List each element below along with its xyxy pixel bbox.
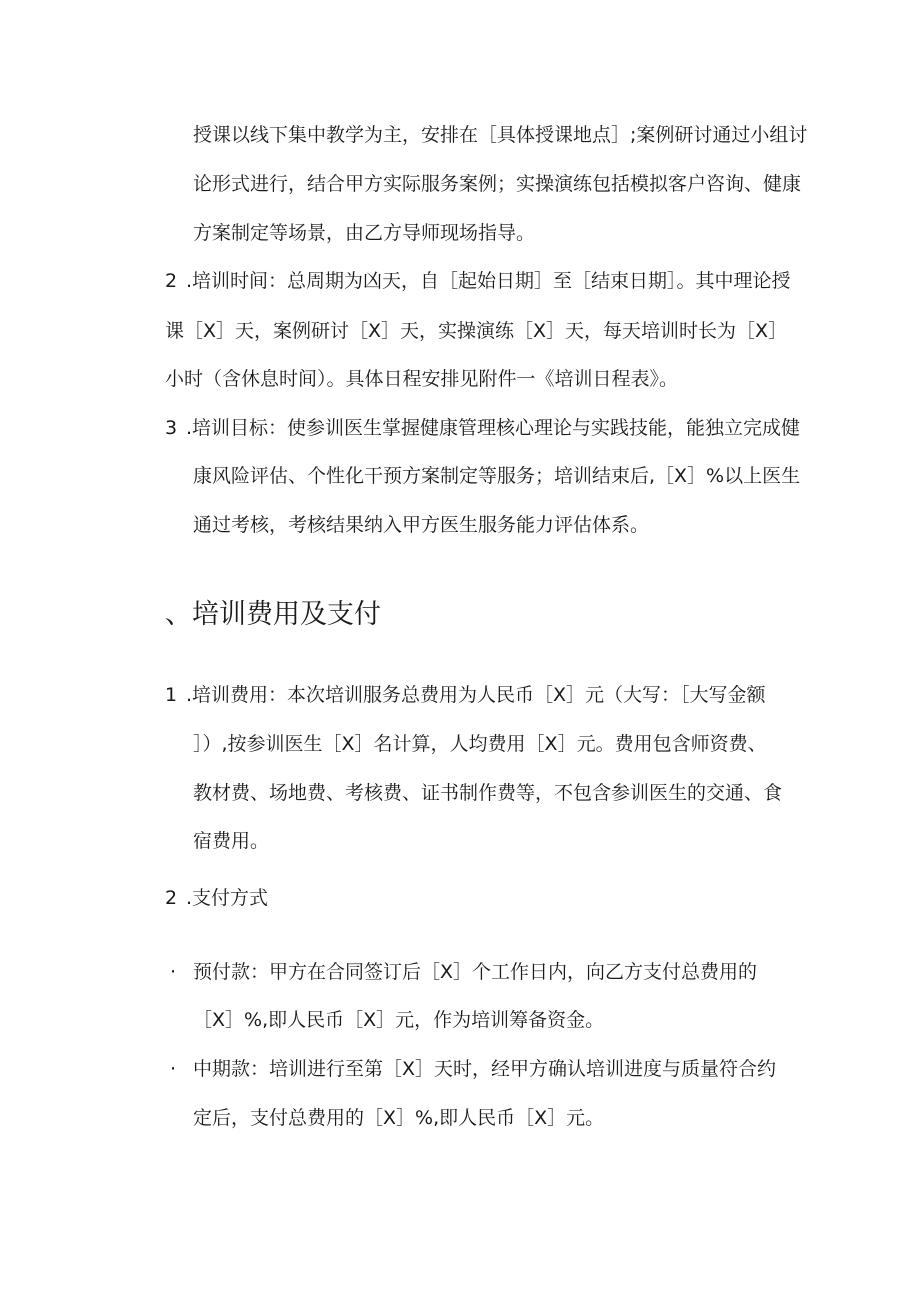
paragraph-line: 康风险评估、个性化干预方案制定等服务；培训结束后,［X］%以上医生 — [193, 465, 801, 487]
paragraph-line: 中期款：培训进行至第［X］天时，经甲方确认培训进度与质量符合约 — [193, 1058, 777, 1080]
paragraph-line: 定后，支付总费用的［X］%,即人民币［X］元。 — [193, 1107, 605, 1129]
paragraph-line: 授课以线下集中教学为主，安排在［具体授课地点］;案例研讨通过小组讨 — [193, 124, 808, 146]
paragraph-line: 论形式进行，结合甲方实际服务案例；实操演练包括模拟客户咨询、健康 — [193, 173, 802, 195]
paragraph-line: 预付款：甲方在合同签订后［X］个工作日内，向乙方支付总费用的 — [193, 961, 758, 983]
paragraph-line: .培训时间：总周期为凶天，自［起始日期］至［结束日期］。其中理论授 — [186, 270, 791, 292]
list-number: 2 — [165, 887, 178, 909]
paragraph-line: ［X］%,即人民币［X］元，作为培训筹备资金。 — [193, 1009, 605, 1031]
bullet-dot: · — [170, 1058, 177, 1080]
paragraph-line: 通过考核，考核结果纳入甲方医生服务能力评估体系。 — [193, 514, 650, 536]
list-number: 2 — [165, 270, 178, 292]
section-heading: 、培训费用及支付 — [165, 599, 381, 630]
paragraph-line: 课［X］天，案例研讨［X］天，实操演练［X］天，每天培训时长为［X］ — [165, 320, 788, 342]
paragraph-line: .培训目标：使参训医生掌握健康管理核心理论与实践技能，能独立完成健 — [186, 417, 801, 439]
paragraph-line: 小时（含休息时间）。具体日程安排见附件一《培训日程表》。 — [165, 368, 679, 390]
list-number: 1 — [165, 684, 178, 706]
paragraph-line: 教材费、场地费、考核费、证书制作费等，不包含参训医生的交通、食 — [193, 782, 783, 804]
paragraph-line: .培训费用：本次培训服务总费用为人民币［X］元（大写：［大写金额 — [186, 684, 766, 706]
paragraph-line: .支付方式 — [186, 887, 269, 909]
list-number: 3 — [165, 417, 178, 439]
paragraph-line: ］）,按参训医生［X］名计算，人均费用［X］元。费用包含师资费、 — [193, 733, 767, 755]
paragraph-line: 方案制定等场景，由乙方导师现场指导。 — [193, 222, 536, 244]
paragraph-line: 宿费用。 — [193, 830, 270, 852]
bullet-dot: · — [170, 961, 177, 983]
